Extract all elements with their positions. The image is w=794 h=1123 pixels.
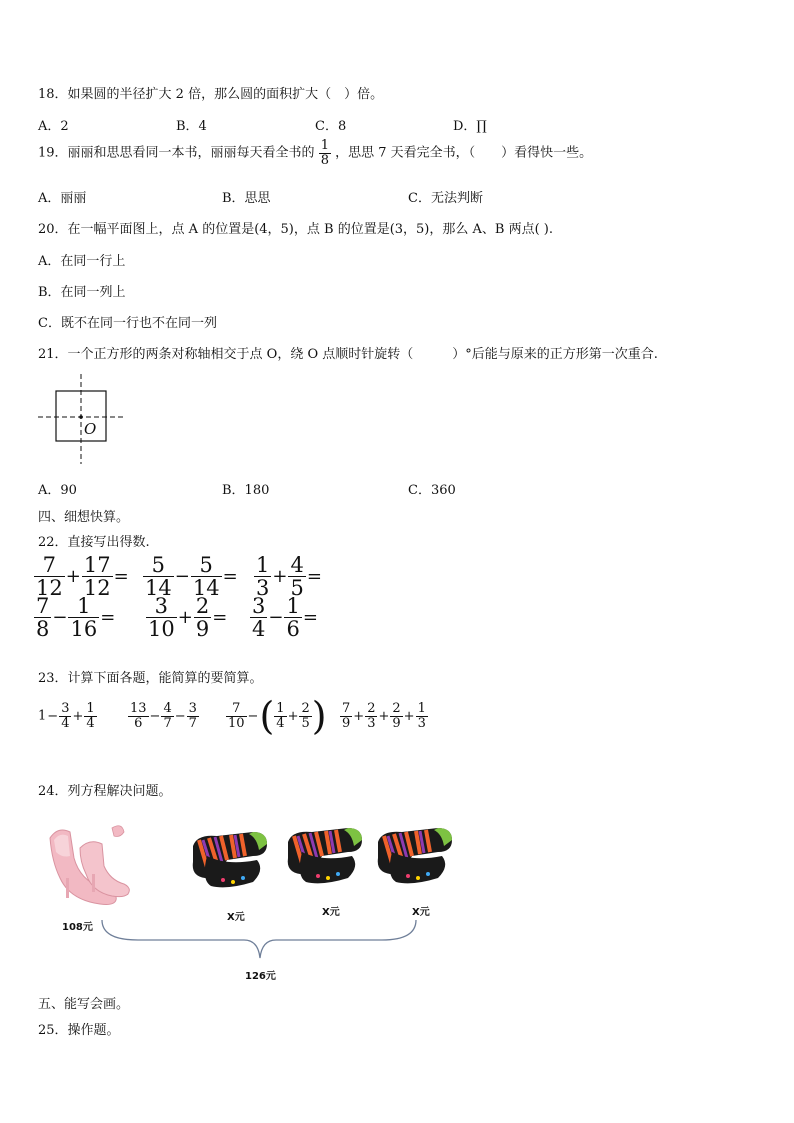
q19-option-c: C．无法判断	[408, 191, 483, 206]
numerator: 1	[256, 553, 270, 577]
denominator: 5	[301, 715, 310, 731]
q20-option-a: A．在同一行上	[38, 254, 126, 269]
fraction	[143, 554, 174, 599]
fraction	[299, 702, 311, 730]
high-heel-shoes-image	[40, 818, 132, 910]
denominator: 4	[276, 715, 285, 731]
operator: +	[287, 708, 299, 724]
operator: +	[72, 708, 84, 724]
q19-stem-before: 19．丽丽和思思看同一本书，丽丽每天看全书的	[38, 145, 315, 161]
numerator: 3	[146, 595, 177, 618]
numerator: 4	[163, 701, 172, 716]
q20-stem: 20．在一幅平面图上，点 A 的位置是(4，5)，点 B 的位置是(3，5)，那么 A、B 两点( ).	[38, 222, 553, 237]
denominator: 10	[228, 715, 245, 731]
operator: +	[65, 566, 81, 588]
operator: +	[378, 708, 390, 724]
q23-expr-4	[340, 702, 428, 730]
denominator: 12	[83, 576, 111, 601]
section-4-title: 四、细想快算。	[38, 510, 130, 525]
q22-stem: 22．直接写出得数.	[38, 535, 150, 550]
denominator: 4	[86, 715, 95, 731]
denominator: 5	[290, 576, 304, 601]
denominator: 6	[286, 617, 300, 642]
sock-price-label-3: X元	[412, 907, 430, 918]
q19-stem	[38, 139, 592, 167]
sock-price-label-2: X元	[322, 907, 340, 918]
operator: +	[353, 708, 365, 724]
right-parenthesis: )	[311, 694, 327, 738]
q21-option-a: A．90	[38, 483, 77, 498]
denominator: 9	[342, 715, 351, 731]
point-o-label: O	[84, 420, 97, 438]
numerator: 2	[392, 701, 401, 716]
operator: −	[247, 708, 259, 724]
fraction	[288, 554, 305, 599]
numerator: 5	[143, 554, 174, 577]
fraction	[194, 595, 211, 640]
denominator: 9	[195, 617, 210, 642]
denominator: 14	[145, 576, 172, 601]
q21-stem: 21．一个正方形的两条对称轴相交于点 O，绕 O 点顺时针旋转（ ）°后能与原来的正方形第一次重合.	[38, 347, 658, 362]
denominator: 8	[36, 617, 50, 642]
operator: −	[47, 708, 59, 724]
denominator: 4	[252, 617, 266, 642]
q22-r1-e2	[143, 554, 239, 599]
total-brace	[98, 918, 422, 964]
socks-image-2	[282, 822, 366, 890]
numerator: 3	[61, 701, 70, 716]
q21-option-c: C．360	[408, 483, 456, 498]
fraction	[390, 702, 402, 730]
sock-price-label-1: X元	[227, 912, 245, 923]
equals-sign: =	[113, 566, 129, 588]
q18-option-b: B．4	[176, 119, 207, 134]
fraction	[226, 702, 247, 730]
denominator: 3	[367, 715, 376, 731]
numerator: 2	[367, 701, 376, 716]
equals-sign: =	[306, 566, 322, 588]
numerator: 3	[188, 701, 197, 716]
q23-stem: 23．计算下面各题，能简算的要简算。	[38, 671, 263, 686]
operator: −	[174, 566, 190, 588]
numerator: 1	[276, 700, 285, 716]
q23-expr-3	[226, 694, 327, 738]
q25-stem: 25．操作题。	[38, 1023, 120, 1038]
equals-sign: =	[222, 566, 238, 588]
fraction	[284, 595, 301, 640]
denominator: 7	[163, 715, 172, 731]
total-price-label: 126元	[245, 971, 276, 982]
numerator: 1	[417, 701, 426, 716]
q22-r2-e3	[250, 595, 319, 640]
fraction	[84, 702, 96, 730]
numerator: 1	[86, 701, 95, 716]
q20-option-c: C．既不在同一行也不在同一列	[38, 316, 217, 331]
denominator: 4	[61, 715, 70, 731]
shoes-price-label: 108元	[62, 922, 93, 933]
operator: −	[174, 708, 186, 724]
numerator: 1	[68, 595, 99, 618]
denominator: 3	[256, 576, 270, 601]
numerator: 7	[34, 554, 65, 577]
q22-r2-e2	[146, 595, 228, 640]
operator: +	[272, 566, 288, 588]
q19-stem-after: ，思思 7 天看完全书，（ ）看得快一些。	[335, 145, 593, 161]
q19-fraction	[319, 139, 331, 167]
operator: −	[268, 607, 284, 629]
numerator: 13	[130, 701, 147, 716]
fraction	[82, 554, 113, 599]
fraction	[128, 702, 149, 730]
numerator: 4	[290, 553, 304, 577]
socks-image-3	[372, 822, 456, 890]
left-parenthesis: (	[259, 694, 275, 738]
numerator: 2	[195, 594, 210, 618]
operator: +	[403, 708, 415, 724]
q19-frac-numerator: 1	[320, 138, 329, 153]
numerator: 3	[252, 594, 266, 618]
denominator: 7	[188, 715, 197, 731]
numerator: 2	[301, 700, 310, 716]
fraction	[146, 595, 177, 640]
numerator: 5	[191, 554, 222, 577]
square-symmetry-figure	[36, 372, 132, 466]
denominator: 14	[192, 576, 220, 601]
q22-r1-e3	[254, 554, 323, 599]
center-point	[79, 415, 83, 419]
fraction	[59, 702, 71, 730]
q19-option-a: A．丽丽	[38, 191, 87, 206]
q18-option-d: D．∏	[453, 119, 487, 134]
numerator: 7	[36, 594, 50, 618]
operator: +	[177, 607, 193, 629]
q23-expr-1	[38, 702, 97, 730]
operator: −	[149, 708, 161, 724]
fraction	[340, 702, 352, 730]
equals-sign: =	[302, 607, 318, 629]
denominator: 10	[148, 617, 175, 642]
fraction	[365, 702, 377, 730]
fraction	[416, 702, 428, 730]
denominator: 16	[70, 617, 98, 642]
numerator: 7	[226, 702, 247, 717]
section-5-title: 五、能写会画。	[38, 997, 130, 1012]
q22-r1-e1	[34, 554, 130, 599]
fraction	[161, 702, 173, 730]
q20-option-b: B．在同一列上	[38, 285, 126, 300]
integer: 1	[38, 708, 47, 724]
fraction	[187, 702, 199, 730]
fraction	[250, 595, 267, 640]
fraction	[191, 554, 222, 599]
q18-stem: 18．如果圆的半径扩大 2 倍，那么圆的面积扩大（ ）倍。	[38, 87, 384, 102]
socks-image-1	[187, 826, 271, 894]
equals-sign: =	[100, 607, 116, 629]
denominator: 9	[392, 715, 401, 731]
equals-sign: =	[212, 607, 228, 629]
q22-r2-e1	[34, 595, 116, 640]
numerator: 17	[83, 553, 111, 577]
q21-option-b: B．180	[222, 483, 270, 498]
q24-stem: 24．列方程解决问题。	[38, 784, 172, 799]
denominator: 6	[134, 715, 143, 731]
q18-option-c: C．8	[315, 119, 347, 134]
fraction	[254, 554, 271, 599]
fraction	[274, 702, 286, 730]
q19-frac-denominator: 8	[320, 152, 329, 168]
operator: −	[52, 607, 68, 629]
fraction	[68, 595, 99, 640]
q19-option-b: B．思思	[222, 191, 271, 206]
q23-expr-2	[128, 702, 199, 730]
denominator: 3	[417, 715, 426, 731]
q18-option-a: A．2	[38, 119, 69, 134]
fraction	[34, 554, 65, 599]
numerator: 1	[286, 594, 300, 618]
fraction	[34, 595, 51, 640]
denominator: 12	[36, 576, 63, 601]
numerator: 7	[342, 701, 351, 716]
